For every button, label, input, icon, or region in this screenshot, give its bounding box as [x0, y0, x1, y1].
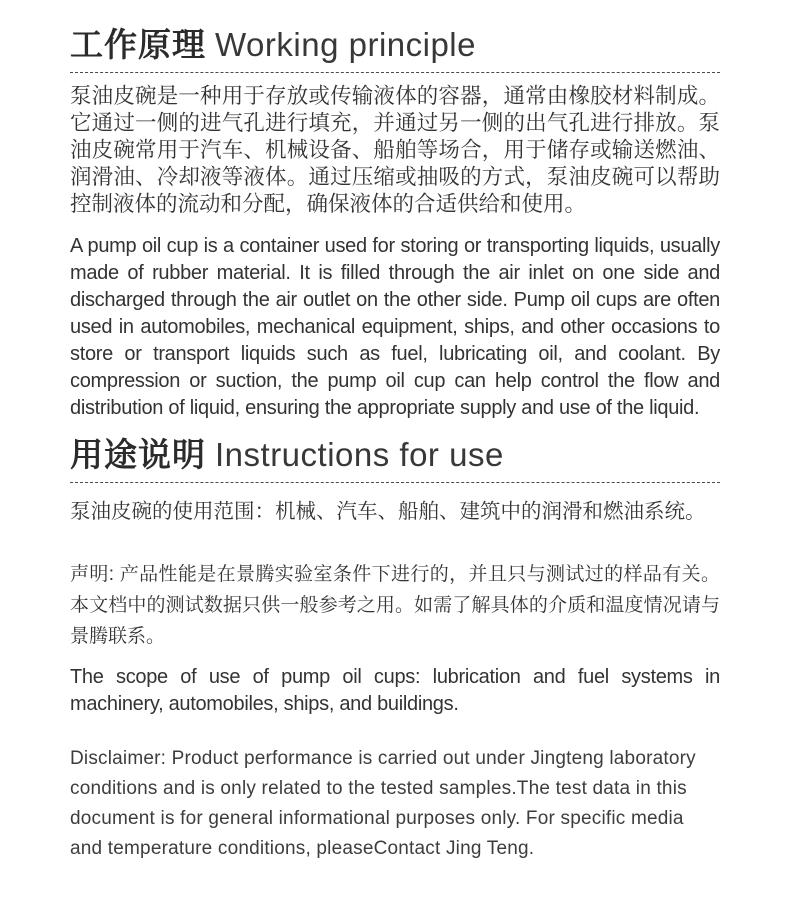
instructions-title-en: Instructions for use: [215, 436, 504, 473]
section-instructions-for-use: [70, 436, 720, 864]
instructions-title: [70, 436, 720, 474]
working-principle-title-zh: 工作原理: [70, 26, 206, 63]
working-principle-paragraph-zh: 泵油皮碗是一种用于存放或传输液体的容器，通常由橡胶材料制成。它通过一侧的进气孔进行填充，并通过另一侧的出气孔进行排放。泵油皮碗常用于汽车、机械设备、船舶等场合，用于储存或输送燃油、润滑油、冷却液等液体。通过压缩或抽吸的方式，泵油皮碗可以帮助控制液体的流动和分配，确保液体的合适供给和使用。: [70, 84, 720, 216]
disclaimer-zh: 声明: 产品性能是在景腾实验室条件下进行的，并且只与测试过的样品有关。本文档中的测试数据只供一般参考之用。如需了解具体的介质和温度情况请与景腾联系。: [70, 564, 720, 647]
instructions-title-zh: 用途说明: [70, 436, 206, 473]
scope-of-use-en: The scope of use of pump oil cups: lubrication and fuel systems in machinery, automobiles, ships, and buildings.: [70, 666, 720, 715]
dashed-divider: [70, 482, 720, 483]
section-working-principle: [70, 26, 720, 422]
working-principle-title-en: Working principle: [215, 26, 476, 63]
scope-of-use-zh: 泵油皮碗的使用范围：机械、汽车、船舶、建筑中的润滑和燃油系统。: [70, 500, 706, 523]
dashed-divider: [70, 72, 720, 73]
disclaimer-en: Disclaimer: Product performance is carried out under Jingteng laboratory conditions and is only related to the tested samples.The test data in this document is for general informational purposes only. For specific media and temperature conditions, pleaseContact Jing Teng.: [70, 748, 696, 859]
working-principle-title: [70, 26, 720, 64]
working-principle-paragraph-en: A pump oil cup is a container used for storing or transporting liquids, usually made of rubber material. It is filled through the air inlet on one side and discharged through the air outlet on the other side. Pump oil cups are often used in automobiles, mechanical equipment, ships, and other occasions to store or transport liquids such as fuel, lubricating oil, and coolant. By compression or suction, the pump oil cup can help control the flow and distribution of liquid, ensuring the appropriate supply and use of the liquid.: [70, 235, 720, 419]
